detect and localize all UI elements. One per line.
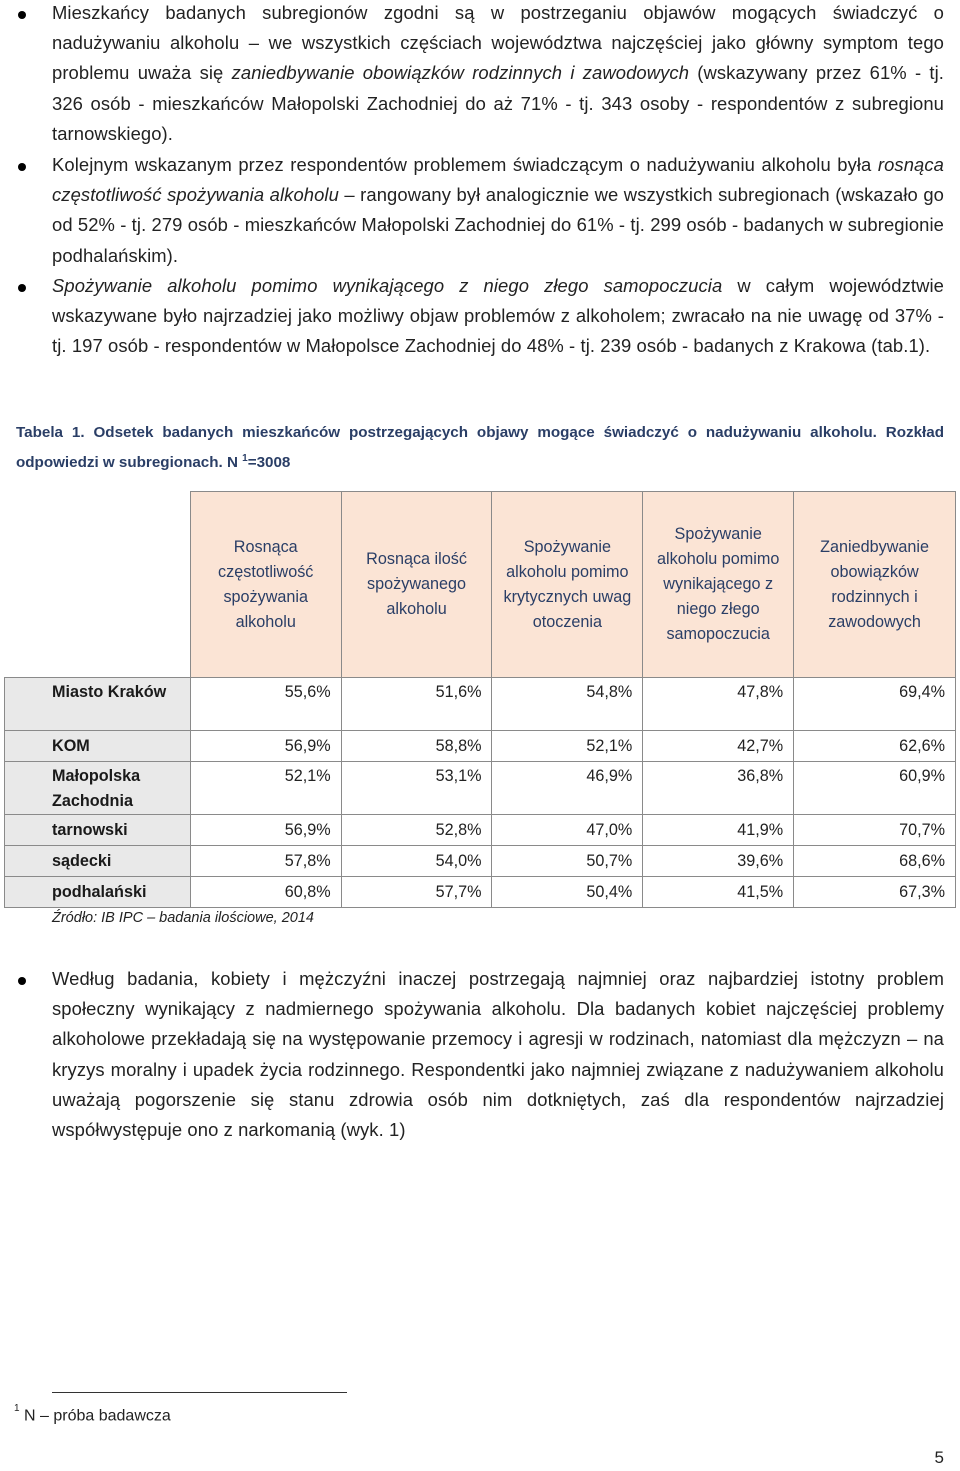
bullet-dot [18, 11, 26, 19]
bullet-4-text: Według badania, kobiety i mężczyźni inaczej postrzegają najmniej oraz najbardziej istotny problem społeczny wynikający z nadmiernego spożywania alkoholu. Dla badanych kobiet najczęściej problemy alkoholowe przekładają się na występowanie przemocy i agresji w rodzinach, natomiast dla mężczyzn – na kryzys moralny i upadek życia rodzinnego. Respondentki jako najmniej związane z nadużywaniem alkoholu uważają pogorszenie się stanu zdrowia osób nim dotkniętych, zaś dla respondentów najrzadziej współwystępuje ono z narkomanią (wyk. 1) [52, 968, 944, 1141]
table-cell: 62,6% [794, 731, 956, 762]
table-cell: 50,4% [492, 877, 643, 908]
data-table [4, 491, 956, 908]
table-header-row [5, 492, 956, 678]
table-row [5, 846, 956, 877]
bullet-3-text: Spożywanie alkoholu pomimo wynikającego z niego złego samopoczucia w całym województwie wskazywane było najrzadziej jako możliwy objaw problemów z alkoholem; zwracało na nie uwagę od 37% - tj. 197 osób - respondentów w Małopolsce Zachodniej do 48% - tj. 239 osób - badanych z Krakowa (tab.1). [52, 275, 944, 357]
row-label: tarnowski [5, 815, 191, 846]
bullet-dot [18, 977, 26, 985]
table-cell: 60,9% [794, 762, 956, 815]
table-cell: 68,6% [794, 846, 956, 877]
bullet-1-text: Mieszkańcy badanych subregionów zgodni są w postrzeganiu objawów mogących świadczyć o nadużywaniu alkoholu – we wszystkich częściach województwa najczęściej jako główny symptom tego problemu uważa się zaniedbywanie obowiązków rodzinnych i zawodowych (wskazywany przez 61% - tj. 326 osób - mieszkańców Małopolski Zachodniej do aż 71% - tj. 343 osoby - respondentów z subregionu tarnowskiego). [52, 2, 944, 144]
table-cell: 69,4% [794, 678, 956, 731]
footnote-text: N – próba badawcza [24, 1407, 171, 1425]
table-cell: 41,9% [643, 815, 794, 846]
table-cell: 52,8% [341, 815, 492, 846]
table-cell: 56,9% [190, 815, 341, 846]
bullet-2-text: Kolejnym wskazanym przez respondentów problemem świadczącym o nadużywaniu alkoholu była rosnąca częstotliwość spożywania alkoholu – rangowany był analogicznie we wszystkich subregionach (wskazało go od 52% - tj. 279 osób - mieszkańców Małopolski Zachodniej do 61% - tj. 299 osób - badanych w subregionie podhalańskim). [52, 154, 944, 266]
row-label: Małopolska Zachodnia [5, 762, 191, 815]
header-blank-cell [5, 492, 191, 678]
table-cell: 51,6% [341, 678, 492, 731]
table-caption: Tabela 1. Odsetek badanych mieszkańców postrzegających objawy mogące świadczyć o nadużywaniu alkoholu. Rozkład odpowiedzi w subregionach. N $^1$=3008 [16, 424, 944, 472]
table-cell: 70,7% [794, 815, 956, 846]
table-row [5, 678, 956, 731]
table-row [5, 815, 956, 846]
table-cell: 58,8% [341, 731, 492, 762]
table-row [5, 731, 956, 762]
row-label: Miasto Kraków [5, 678, 191, 731]
column-header: Spożywanie alkoholu pomimo wynikającego z niego złego samopoczucia [643, 492, 794, 678]
table-cell: 53,1% [341, 762, 492, 815]
table-cell: 46,9% [492, 762, 643, 815]
table-cell: 57,8% [190, 846, 341, 877]
column-header: Rosnąca częstotliwość spożywania alkoholu [190, 492, 341, 678]
row-label: KOM [5, 731, 191, 762]
footnote-separator [52, 1392, 347, 1393]
table-cell: 36,8% [643, 762, 794, 815]
table-cell: 41,5% [643, 877, 794, 908]
table-cell: 55,6% [190, 678, 341, 731]
bullet-dot [18, 284, 26, 292]
row-label: podhalański [5, 877, 191, 908]
table-cell: 42,7% [643, 731, 794, 762]
table-cell: 60,8% [190, 877, 341, 908]
table-cell: 52,1% [190, 762, 341, 815]
column-header: Spożywanie alkoholu pomimo krytycznych uwag otoczenia [492, 492, 643, 678]
table-cell: 50,7% [492, 846, 643, 877]
row-label: sądecki [5, 846, 191, 877]
table-cell: 67,3% [794, 877, 956, 908]
table-source-note: Źródło: IB IPC – badania ilościowe, 2014 [52, 910, 314, 926]
column-header: Zaniedbywanie obowiązków rodzinnych i zawodowych [794, 492, 956, 678]
table-row [5, 877, 956, 908]
table-cell: 47,0% [492, 815, 643, 846]
table-cell: 47,8% [643, 678, 794, 731]
table-cell: 52,1% [492, 731, 643, 762]
table-row [5, 762, 956, 815]
table-cell: 54,0% [341, 846, 492, 877]
table-cell: 54,8% [492, 678, 643, 731]
table-cell: 56,9% [190, 731, 341, 762]
footnote [14, 1403, 171, 1425]
table-cell: 39,6% [643, 846, 794, 877]
bullet-dot [18, 163, 26, 171]
footnote-mark: 1 [14, 1403, 20, 1414]
page-number: 5 [934, 1448, 944, 1467]
column-header: Rosnąca ilość spożywanego alkoholu [341, 492, 492, 678]
table-cell: 57,7% [341, 877, 492, 908]
